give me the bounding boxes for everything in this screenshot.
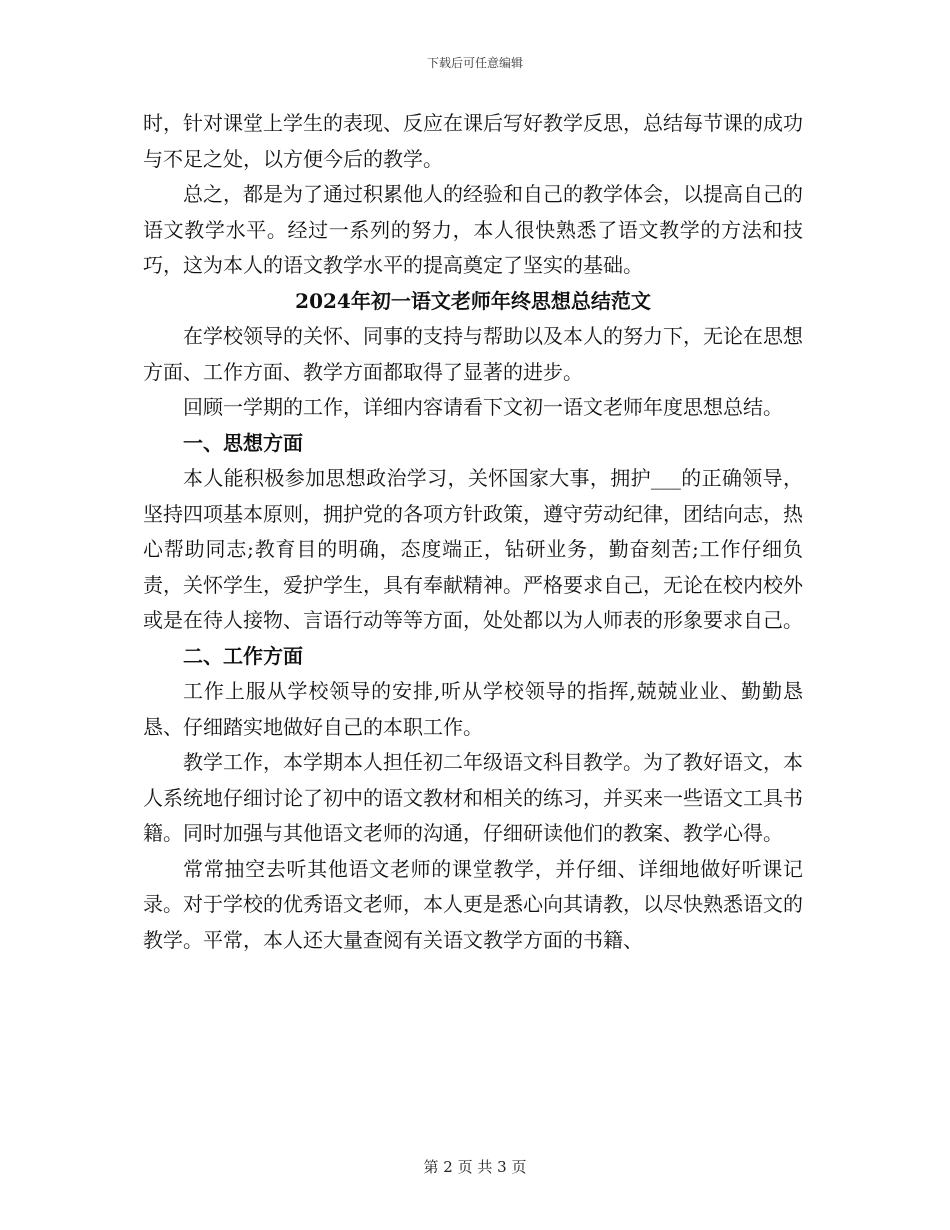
paragraph-review: 回顾一学期的工作，详细内容请看下文初一语文老师年度思想总结。 [183, 395, 783, 419]
document-title: 2024年初一语文老师年终思想总结范文 [295, 288, 651, 313]
page-number: 第 2 页 共 3 页 [423, 1158, 527, 1176]
section-heading-thought: 一、思想方面 [183, 430, 303, 455]
paragraph-continuation: 时，针对课堂上学生的表现、反应在课后写好教学反思，总结每节课的成功与不足之处，以方便今后的教学。 [143, 111, 803, 171]
paragraph-conclusion: 总之，都是为了通过积累他人的经验和自己的教学体会，以提高自己的语文教学水平。经过一系列的努力，本人很快熟悉了语文教学的方法和技巧，这为本人的语文教学水平的提高奠定了坚实的基础。 [143, 182, 803, 277]
page-header-note: 下载后可任意编辑 [426, 56, 523, 70]
section-heading-work: 二、工作方面 [183, 643, 303, 668]
document-body [143, 106, 803, 958]
paragraph-intro: 在学校领导的关怀、同事的支持与帮助以及本人的努力下，无论在思想方面、工作方面、教学方面都取得了显著的进步。 [143, 324, 803, 384]
paragraph-work: 工作上服从学校领导的安排,听从学校领导的指挥,兢兢业业、勤勤恳恳、仔细踏实地做好自己的本职工作。 [143, 679, 803, 739]
paragraph-observation: 常常抽空去听其他语文老师的课堂教学，并仔细、详细地做好听课记录。对于学校的优秀语文老师，本人更是悉心向其请教，以尽快熟悉语文的教学。平常，本人还大量查阅有关语文教学方面的书籍、 [143, 856, 803, 952]
paragraph-teaching: 教学工作，本学期本人担任初二年级语文科目教学。为了教好语文，本人系统地仔细讨论了初中的语文教材和相关的练习，并买来一些语文工具书籍。同时加强与其他语文老师的沟通，仔细研读他们的教案、教学心得。 [143, 750, 803, 845]
paragraph-thought: 本人能积极参加思想政治学习，关怀国家大事，拥护___的正确领导，坚持四项基本原则，拥护党的各项方针政策，遵守劳动纪律，团结向志，热心帮助同志;教育目的明确，态度端正，钻研业务，勤奋刻苦;工作仔细负责，关怀学生，爱护学生，具有奉献精神。严格要求自己，无论在校内校外或是在待人接物、言语行动等等方面，处处都以为人师表的形象要求自己。 [143, 466, 803, 632]
